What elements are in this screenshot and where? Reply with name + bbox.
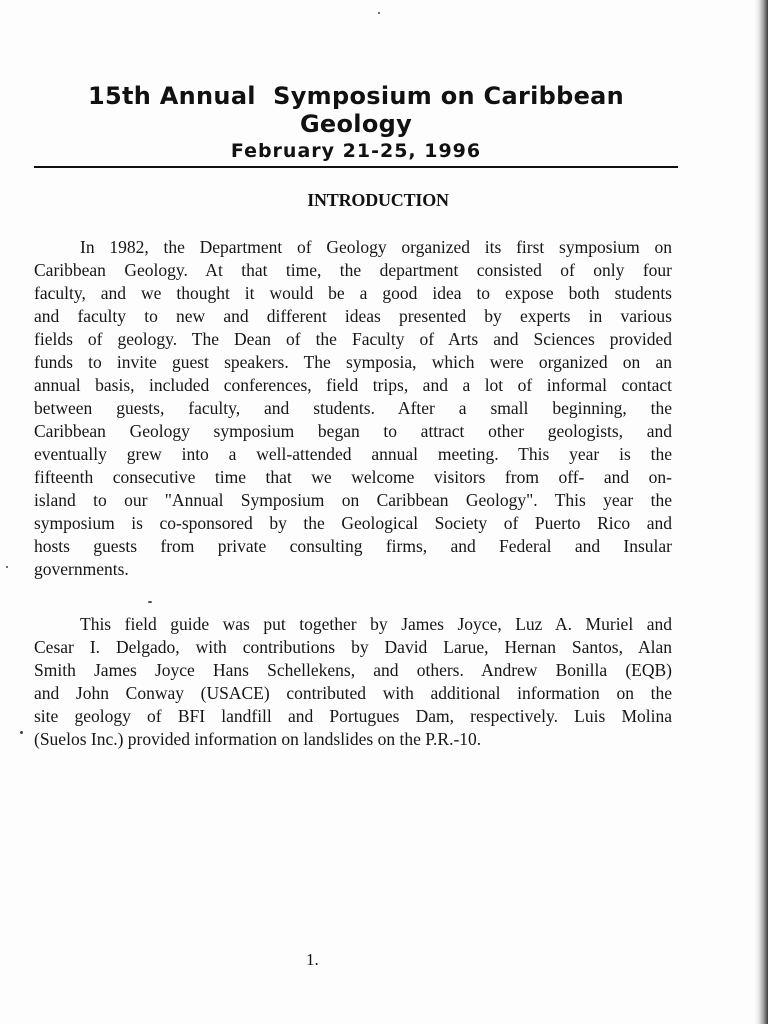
symposium-date: February 21-25, 1996 xyxy=(230,140,482,162)
paragraph-line: and John Conway (USACE) contributed with additional information on the xyxy=(34,683,672,703)
scan-speck xyxy=(378,12,380,14)
paragraph-line: annual basis, included conferences, field trips, and a lot of informal contact xyxy=(34,375,672,395)
introduction-paragraph-2 xyxy=(34,613,672,751)
introduction-paragraph-1 xyxy=(34,236,672,581)
scan-speck xyxy=(6,566,8,568)
title-line-1: 15th Annual Symposium on Caribbean xyxy=(87,82,625,110)
paragraph-line: faculty, and we thought it would be a good idea to expose both students xyxy=(34,283,672,303)
paragraph-line: Caribbean Geology. At that time, the department consisted of only four xyxy=(34,260,672,280)
paragraph-line: eventually grew into a well-attended annual meeting. This year is the xyxy=(34,444,672,464)
paragraph-line: fifteenth consecutive time that we welcome visitors from off- and on- xyxy=(34,467,672,487)
section-heading: INTRODUCTION xyxy=(307,190,449,210)
title-line-2: Geology xyxy=(299,110,413,138)
paragraph-line: Smith James Joyce Hans Schellekens, and others. Andrew Bonilla (EQB) xyxy=(34,660,672,680)
paragraph-line: (Suelos Inc.) provided information on landslides on the P.R.-10. xyxy=(34,729,482,749)
paragraph-line: site geology of BFI landfill and Portugues Dam, respectively. Luis Molina xyxy=(34,706,672,726)
paragraph-line: between guests, faculty, and students. After a small beginning, the xyxy=(34,398,672,418)
paragraph-line: hosts guests from private consulting firms, and Federal and Insular xyxy=(34,536,672,556)
paragraph-line: This field guide was put together by James Joyce, Luz A. Muriel and xyxy=(80,614,672,634)
paragraph-line: In 1982, the Department of Geology organized its first symposium on xyxy=(80,237,672,257)
scan-speck xyxy=(148,601,152,603)
title-divider xyxy=(34,166,678,168)
paragraph-line: funds to invite guest speakers. The symposia, which were organized on an xyxy=(34,352,672,372)
scan-speck xyxy=(20,731,23,734)
paragraph-line: and faculty to new and different ideas presented by experts in various xyxy=(34,306,672,326)
paragraph-line: Cesar I. Delgado, with contributions by David Larue, Hernan Santos, Alan xyxy=(34,637,672,657)
scanned-page-edge xyxy=(754,0,768,1024)
paragraph-line: symposium is co-sponsored by the Geological Society of Puerto Rico and xyxy=(34,513,672,533)
paragraph-line: island to our "Annual Symposium on Caribbean Geology". This year the xyxy=(34,490,672,510)
page-number: 1. xyxy=(306,950,319,969)
document-title xyxy=(34,82,678,162)
paragraph-line: governments. xyxy=(34,559,129,579)
paragraph-line: fields of geology. The Dean of the Faculty of Arts and Sciences provided xyxy=(34,329,672,349)
paragraph-line: Caribbean Geology symposium began to attract other geologists, and xyxy=(34,421,672,441)
